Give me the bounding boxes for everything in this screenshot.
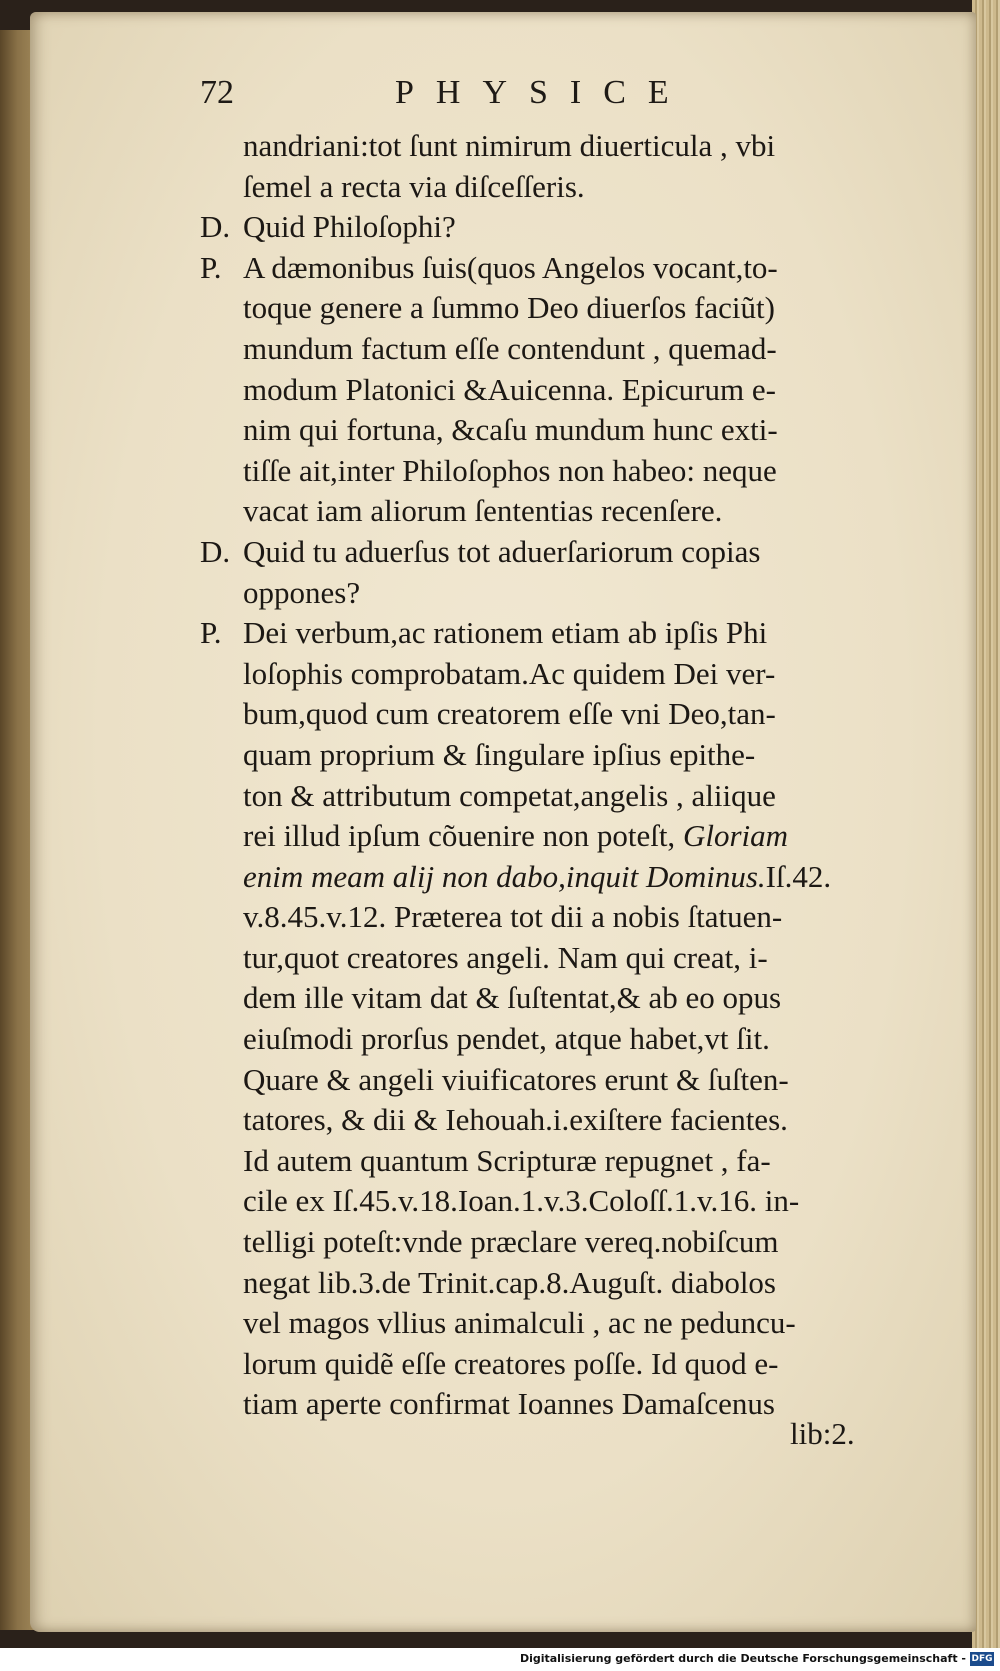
body-text bbox=[200, 126, 900, 1425]
speaker-marker-d: D. bbox=[200, 533, 231, 569]
question-paragraph bbox=[200, 532, 900, 613]
text-line: dem ille vitam dat & ſuſtentat,& ab eo opus bbox=[243, 980, 782, 1016]
text-line: negat lib.3.de Trinit.cap.8.Auguſt. diabolos bbox=[243, 1264, 776, 1300]
text-line: eiuſmodi prorſus pendet, atque habet,vt ſit. bbox=[243, 1021, 770, 1057]
speaker-marker-p: P. bbox=[200, 249, 222, 285]
text-line: oppones? bbox=[243, 574, 361, 610]
funding-notice: Digitalisierung gefördert durch die Deutsche Forschungsgemeinschaft - bbox=[519, 1652, 966, 1665]
continuation-paragraph bbox=[243, 126, 900, 207]
text-line: vacat iam aliorum ſententias recenſere. bbox=[243, 493, 723, 529]
text-line: tur,quot creatores angeli. Nam qui creat, i- bbox=[243, 939, 768, 975]
speaker-marker-d: D. bbox=[200, 209, 231, 245]
text-line: modum Platonici &Auicenna. Epicurum e- bbox=[243, 371, 776, 407]
scripture-quote: Gloriam bbox=[682, 818, 789, 854]
running-head: PHYSICE bbox=[395, 74, 691, 111]
text-line: Id autem quantum Scripturæ repugnet , fa- bbox=[243, 1142, 771, 1178]
text-line: v.8.45.v.12. Præterea tot dii a nobis ſtatuen- bbox=[243, 899, 783, 935]
text-line: ſemel a recta via diſceſſeris. bbox=[243, 168, 585, 204]
text-line: cile ex Iſ.45.v.18.Ioan.1.v.3.Coloſſ.1.v.16. in- bbox=[243, 1183, 800, 1219]
speaker-marker-p: P. bbox=[200, 615, 222, 651]
text-line: nim qui fortuna, &caſu mundum hunc exti- bbox=[243, 412, 778, 448]
text-line bbox=[200, 248, 900, 289]
text-line: toque genere a ſummo Deo diuerſos faciũt) bbox=[243, 290, 775, 326]
catchword: lib:2. bbox=[790, 1416, 855, 1451]
text-line: quam proprium & ſingulare ipſius epithe- bbox=[243, 736, 756, 772]
text-line bbox=[200, 532, 900, 573]
page-header bbox=[200, 74, 920, 124]
text-line: ton & attributum competat,angelis , aliique bbox=[243, 777, 776, 813]
text-line bbox=[243, 816, 900, 857]
text-line: tiam aperte confirmat Ioannes Damaſcenus bbox=[243, 1386, 775, 1422]
text-line: telligi poteſt:vnde præclare vereq.nobiſcum bbox=[243, 1224, 779, 1260]
line-text: Quid Philoſophi? bbox=[243, 209, 456, 245]
text-line: Quare & angeli viuificatores erunt & ſuſten- bbox=[243, 1061, 789, 1097]
line-text-roman: rei illud ipſum cõuenire non poteſt, bbox=[243, 818, 683, 854]
page-number: 72 bbox=[200, 74, 234, 111]
question-paragraph bbox=[200, 207, 900, 248]
text-line: mundum factum eſſe contendunt , quemad- bbox=[243, 330, 777, 366]
dfg-logo: DFG bbox=[971, 1654, 993, 1664]
line-text: Quid tu aduerſus tot aduerſariorum copias bbox=[243, 533, 761, 569]
footer-bar bbox=[0, 1648, 1000, 1671]
line-text: A dæmonibus ſuis(quos Angelos vocant,to- bbox=[243, 249, 778, 285]
line-text: Dei verbum,ac rationem etiam ab ipſis Phi bbox=[243, 615, 768, 651]
text-line: vel magos vllius animalculi , ac ne peduncu- bbox=[243, 1305, 796, 1341]
page-stack-edge bbox=[972, 0, 1000, 1648]
text-line: lorum quidẽ eſſe creatores poſſe. Id quod e- bbox=[243, 1345, 779, 1381]
answer-paragraph bbox=[200, 613, 900, 1425]
text-line: loſophis comprobatam.Ac quidem Dei ver- bbox=[243, 655, 776, 691]
text-line bbox=[243, 857, 900, 898]
line-text-roman: Iſ.42. bbox=[765, 858, 832, 894]
scripture-quote: enim meam alij non dabo,inquit Dominus. bbox=[243, 858, 766, 894]
text-line: bum,quod cum creatorem eſſe vni Deo,tan- bbox=[243, 696, 776, 732]
text-line: tatores, & dii & Iehouah.i.exiſtere facientes. bbox=[243, 1102, 788, 1138]
text-line: tiſſe ait,inter Philoſophos non habeo: neque bbox=[243, 452, 777, 488]
text-line bbox=[200, 207, 900, 248]
answer-paragraph bbox=[200, 248, 900, 532]
text-line: nandriani:tot ſunt nimirum diuerticula , vbi bbox=[243, 128, 776, 163]
text-line bbox=[200, 613, 900, 654]
